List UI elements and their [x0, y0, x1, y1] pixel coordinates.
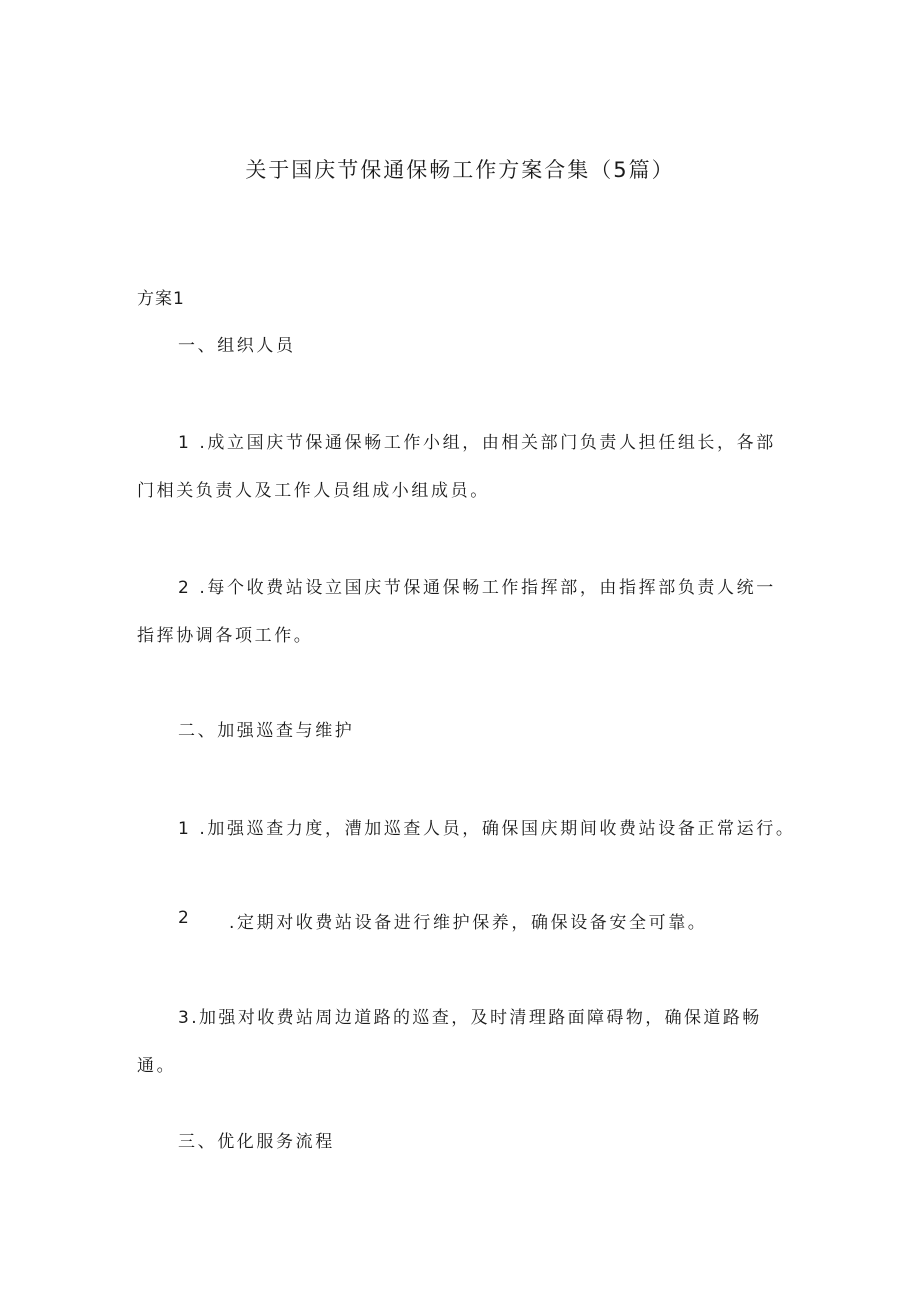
section-heading-1: 一、组织人员 [178, 336, 296, 356]
paragraph-1-2-line-2: 指挥协调各项工作。 [137, 626, 314, 646]
document-title: 关于国庆节保通保畅工作方案合集（5篇） [245, 158, 675, 182]
paragraph-2-2-line-1: .定期对收费站设备进行维护保养，确保设备安全可靠。 [229, 913, 708, 933]
paragraph-2-2-number: 2 [178, 908, 189, 928]
paragraph-1-1-line-1: 1 .成立国庆节保通保畅工作小组，由相关部门负责人担任组长，各部 [178, 433, 776, 453]
paragraph-1-1-line-2: 门相关负责人及工作人员组成小组成员。 [137, 481, 490, 501]
plan-label: 方案1 [137, 289, 185, 309]
section-heading-2: 二、加强巡查与维护 [178, 721, 355, 741]
paragraph-2-1-line-1: 1 .加强巡查力度，漕加巡查人员，确保国庆期间收费站设备正常运行。 [178, 819, 796, 839]
paragraph-1-2-line-1: 2 .每个收费站设立国庆节保通保畅工作指挥部，由指挥部负责人统一 [178, 578, 776, 598]
paragraph-2-3-line-2: 通。 [137, 1056, 177, 1076]
paragraph-2-3-line-1: 3.加强对收费站周边道路的巡查，及时清理路面障碍物，确保道路畅 [178, 1008, 762, 1028]
section-heading-3: 三、优化服务流程 [178, 1132, 335, 1152]
